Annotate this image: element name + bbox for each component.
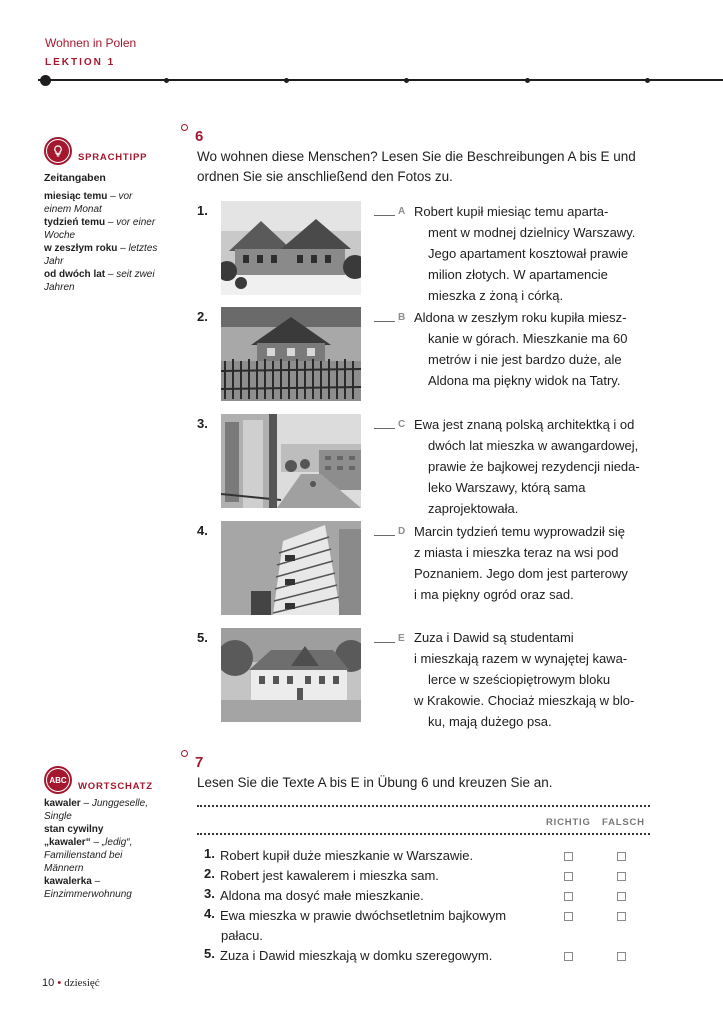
falsch-checkbox[interactable] [617, 952, 626, 961]
richtig-checkbox[interactable] [564, 872, 573, 881]
answer-blank[interactable] [374, 321, 395, 322]
exercise-number: 7 [195, 754, 204, 771]
tip-entry: miesiąc temu – vor einem Monat [44, 191, 133, 215]
option-letter: B [398, 312, 406, 323]
page-footer [42, 977, 100, 989]
answer-blank[interactable] [374, 428, 395, 429]
statement-number: 5. [204, 946, 215, 961]
description-text: Robert kupił miesiąc temu aparta- ment w modnej dzielnicy Warszawy. Jego apartament kosztował prawie milion złotych. W apartamencie mieszka z żoną i córką. [414, 204, 636, 303]
vocab-entry: kawalerka – Einzimmerwohnung [44, 876, 132, 900]
statement-text: Robert jest kawalerem i mieszka sam. [220, 868, 439, 883]
lightbulb-icon [44, 137, 72, 165]
page-number-word: dziesięć [64, 977, 100, 989]
footer-bullet: • [57, 977, 62, 989]
item-number: 2. [197, 309, 208, 324]
header-rule [38, 79, 723, 81]
falsch-checkbox[interactable] [617, 872, 626, 881]
header-rule-dot [645, 78, 650, 83]
statement-text: Robert kupił duże mieszkanie w Warszawie. [220, 848, 474, 863]
statement-number: 2. [204, 866, 215, 881]
column-richtig: RICHTIG [546, 817, 591, 828]
item-number: 5. [197, 630, 208, 645]
tip-entry: tydzień temu – vor einer Woche [44, 217, 156, 241]
item-number: 1. [197, 203, 208, 218]
sprachtipp-subtitle: Zeitangaben [44, 172, 106, 184]
country-house-photo [221, 628, 361, 722]
statement-number: 1. [204, 846, 215, 861]
audio-marker-icon [181, 750, 188, 757]
header-rule-dot [525, 78, 530, 83]
statement-text: Aldona ma dosyć małe mieszkanie. [220, 888, 424, 903]
falsch-checkbox[interactable] [617, 852, 626, 861]
apartment-block-street-photo [221, 414, 361, 508]
tip-entry: od dwóch lat – seit zwei Jahren [44, 269, 155, 293]
richtig-checkbox[interactable] [564, 952, 573, 961]
description-text: Zuza i Dawid są studentami i mieszkają razem w wynajętej kawa- lerce w sześciopiętrowym bloku w Krakowie. Chociaż mieszkają w blo- ku, mają dużego psa. [414, 630, 635, 729]
statement-text: Zuza i Dawid mieszkają w domku szeregowym. [220, 948, 493, 963]
description-text: Aldona w zeszłym roku kupiła miesz- kanie w górach. Mieszkanie ma 60 metrów i nie jest bardzo duże, ale Aldona ma piękny widok na Tatry. [414, 310, 628, 388]
page-number: 10 [42, 977, 55, 989]
header-rule-dot [284, 78, 289, 83]
option-letter: E [398, 633, 405, 644]
option-letter: A [398, 206, 406, 217]
header-rule-start-dot [40, 75, 51, 86]
mountain-cottage-photo [221, 307, 361, 401]
sprachtipp-entries [44, 190, 159, 294]
vocab-entry: stan cywilny [44, 824, 104, 835]
section-title: Wohnen in Polen [45, 36, 137, 50]
tip-entry: w zeszłym roku – letztes Jahr [44, 243, 158, 267]
audio-marker-icon [181, 124, 188, 131]
dotted-divider [197, 805, 650, 807]
header-rule-dot [404, 78, 409, 83]
richtig-checkbox[interactable] [564, 892, 573, 901]
snowy-villa-photo [221, 201, 361, 295]
exercise-number: 6 [195, 128, 204, 145]
description-text: Marcin tydzień temu wyprowadził się z miasta i mieszka teraz na wsi pod Poznaniem. Jego dom jest parterowy i ma piękny ogród oraz sad. [414, 524, 628, 602]
modern-tower-photo [221, 521, 361, 615]
answer-blank[interactable] [374, 642, 395, 643]
dotted-divider [197, 833, 650, 835]
vocab-entry: kawaler – Junggeselle, Single [44, 798, 148, 822]
statement-text: Ewa mieszka w prawie dwóchsetletnim bajkowym pałacu. [220, 908, 507, 943]
answer-blank[interactable] [374, 215, 395, 216]
header-rule-dot [164, 78, 169, 83]
answer-blank[interactable] [374, 535, 395, 536]
sprachtipp-label: SPRACHTIPP [78, 152, 148, 163]
lesson-label: LEKTION 1 [45, 57, 116, 68]
abc-icon: ABC [44, 766, 72, 794]
falsch-checkbox[interactable] [617, 892, 626, 901]
richtig-checkbox[interactable] [564, 912, 573, 921]
description-text: Ewa jest znaną polską architektką i od dwóch lat mieszka w awangardowej, prawie że bajkowej rezydencji nieda- leko Warszawy, którą sama zaprojektowała. [414, 417, 640, 516]
exercise-instruction: Lesen Sie die Texte A bis E in Übung 6 und kreuzen Sie an. [197, 775, 553, 790]
falsch-checkbox[interactable] [617, 912, 626, 921]
exercise-instruction: Wo wohnen diese Menschen? Lesen Sie die Beschreibungen A bis E und ordnen Sie sie anschließend den Fotos zu. [197, 149, 636, 184]
richtig-checkbox[interactable] [564, 852, 573, 861]
item-number: 3. [197, 416, 208, 431]
statement-number: 3. [204, 886, 215, 901]
column-falsch: FALSCH [602, 817, 645, 828]
statement-number: 4. [204, 906, 215, 921]
option-letter: C [398, 419, 406, 430]
vocab-entry: „kawaler“ – „ledig“, Familienstand bei Männern [44, 837, 133, 874]
wortschatz-label: WORTSCHATZ [78, 781, 153, 792]
item-number: 4. [197, 523, 208, 538]
wortschatz-entries [44, 797, 159, 901]
option-letter: D [398, 526, 406, 537]
